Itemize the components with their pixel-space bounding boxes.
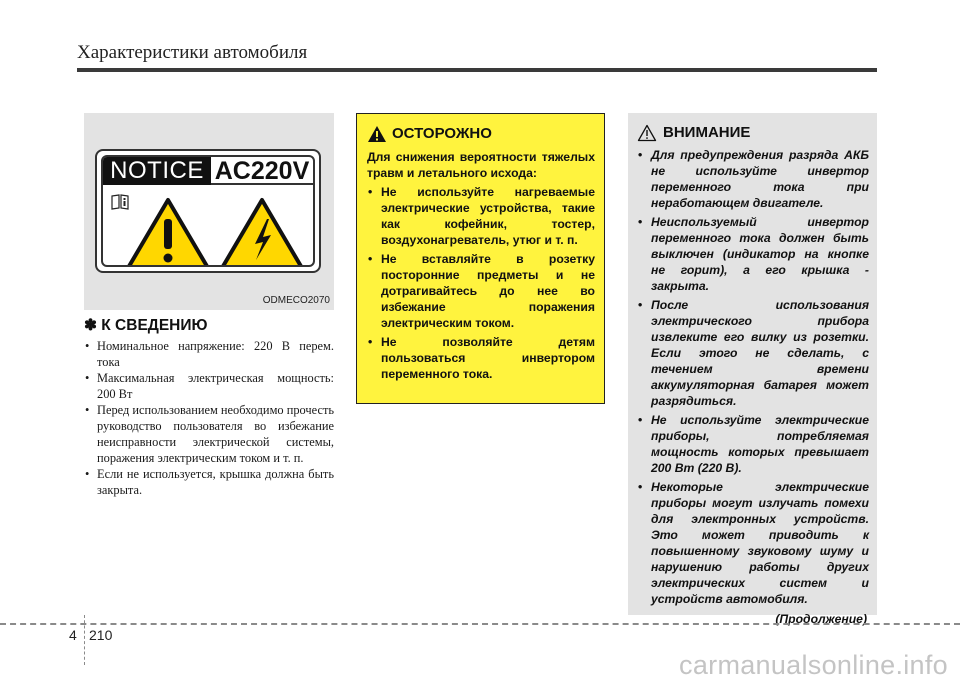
info-list bbox=[84, 338, 334, 498]
continued-note: (Продолжение) bbox=[775, 612, 867, 626]
warning-item: • Некоторые электрические приборы могут излучать помехи для электронных устройств. Это может приводить к повышенному звуковому шуму и нарушению работы других электрических систем и устройств автомобиля. bbox=[637, 479, 869, 607]
warning-item: • Не используйте электрические приборы, потребляемая мощность которых превышает 200 Вт (220 В). bbox=[637, 412, 869, 476]
caution-item: • Не используйте нагреваемые электрические устройства, такие как кофейник, тостер, воздухонагреватель, утюг и т. п. bbox=[367, 184, 595, 248]
warning-triangle-outline-icon bbox=[637, 124, 657, 142]
info-item: • Если не используется, крышка должна быть закрыта. bbox=[84, 466, 334, 498]
warning-item: • Для предупреждения разряда АКБ не используйте инвертор переменного тока при неработающем двигателе. bbox=[637, 147, 869, 211]
notice-label-figure bbox=[84, 113, 334, 310]
notice-sticker bbox=[95, 149, 321, 273]
warning-title: ВНИМАНИЕ bbox=[663, 124, 751, 141]
warning-list bbox=[637, 147, 869, 607]
info-item: • Максимальная электрическая мощность: 200 Вт bbox=[84, 370, 334, 402]
exclamation-warning-icon bbox=[125, 197, 211, 267]
footer-rule bbox=[0, 623, 960, 625]
caution-intro: Для снижения вероятности тяжелых травм и летального исхода: bbox=[367, 150, 595, 180]
notice-voltage: AC220V bbox=[211, 157, 313, 185]
warning-box bbox=[628, 113, 877, 626]
chapter-number: 4 bbox=[69, 627, 77, 643]
footer-divider bbox=[84, 615, 85, 665]
page-number: 210 bbox=[89, 627, 113, 643]
info-title: ✽ К СВЕДЕНИЮ bbox=[84, 317, 208, 334]
watermark: carmanualsonline.info bbox=[679, 650, 948, 680]
notice-sticker-inner bbox=[101, 155, 315, 267]
info-item: • Перед использованием необходимо прочесть руководство пользователя во избежание неисправности электрической системы, поражения электрическим током и т. п. bbox=[84, 402, 334, 466]
info-item: • Номинальное напряжение: 220 В перем. тока bbox=[84, 338, 334, 370]
warning-header bbox=[637, 122, 869, 144]
figure-code: ODMECO2070 bbox=[262, 295, 330, 306]
header-rule bbox=[77, 68, 877, 72]
caution-title: ОСТОРОЖНО bbox=[392, 125, 492, 142]
caution-item: • Не позволяйте детям пользоваться инвертором переменного тока. bbox=[367, 334, 595, 382]
caution-item: • Не вставляйте в розетку посторонние предметы и не дотрагивайтесь до нее во избежание поражения электрическим током. bbox=[367, 251, 595, 331]
warning-item: • Неиспользуемый инвертор переменного тока должен быть выключен (индикатор на кнопке не горит), а его крышка - закрыта. bbox=[637, 214, 869, 294]
caution-box bbox=[356, 113, 605, 404]
warning-triangle-icon bbox=[367, 125, 387, 143]
warning-item: • После использования электрического прибора извлеките его вилку из розетки. Если этого не сделать, с течением времени аккумуляторная батарея может разрядиться. bbox=[637, 297, 869, 409]
caution-header bbox=[367, 123, 595, 145]
notice-word: NOTICE bbox=[103, 157, 211, 185]
caution-list bbox=[367, 184, 595, 382]
electric-shock-warning-icon bbox=[219, 197, 305, 267]
page-header-title: Характеристики автомобиля bbox=[77, 42, 308, 63]
